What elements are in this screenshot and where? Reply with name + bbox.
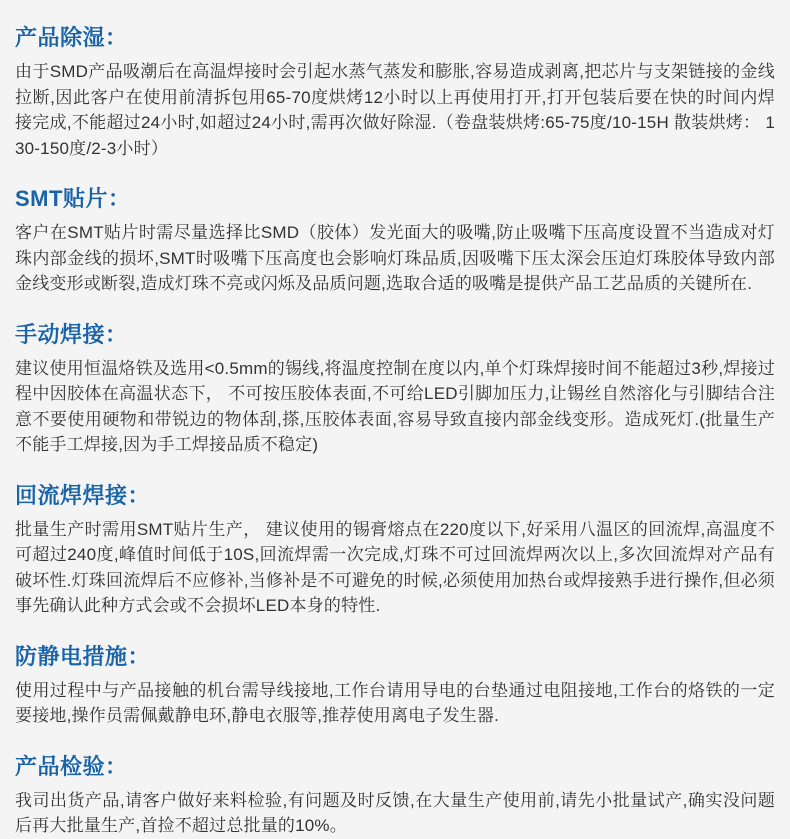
section-body-smt-placement: 客户在SMT贴片时需尽量选择比SMD（胶体）发光面大的吸嘴,防止吸嘴下压高度设置不当造成对灯珠内部金线的损坏,SMT时吸嘴下压高度也会影响灯珠品质,因吸嘴下压太深会压迫灯珠胶体导致内部金线变形或断裂,造成灯珠不亮或闪烁及品质问题,选取合适的吸嘴是提供产品工艺品质的关键所在. bbox=[15, 223, 775, 293]
section-body-anti-static-measures: 使用过程中与产品接触的机台需导线接地,工作台请用导电的台垫通过电阻接地,工作台的烙铁的一定要接地,操作员需佩戴静电环,静电衣服等,推荐使用离电子发生器. bbox=[15, 680, 775, 725]
section-product-dehumidification bbox=[15, 24, 775, 161]
section-heading-manual-soldering: 手动焊接： bbox=[15, 321, 128, 347]
section-smt-placement bbox=[15, 185, 775, 297]
section-manual-soldering bbox=[15, 321, 775, 458]
section-body-product-inspection: 我司出货产品,请客户做好来料检验,有问题及时反馈,在大量生产使用前,请先小批量试产,确实没问题后再大批量生产,首捡不超过总批量的10%。 bbox=[15, 790, 775, 835]
section-body-reflow-soldering: 批量生产时需用SMT贴片生产， 建议使用的锡膏熔点在220度以下,好采用八温区的回流焊,高温度不可超过240度,峰值时间低于10S,回流焊需一次完成,灯珠不可过回流焊两次以上,多次回流焊对产品有破坏性.灯珠回流焊后不应修补,当修补是不可避免的时候,必须使用加热台或焊接熟手进行操作,但必须事先确认此种方式会或不会损坏LED本身的特性. bbox=[15, 519, 775, 615]
section-body-product-dehumidification: 由于SMD产品吸潮后在高温焊接时会引起水蒸气蒸发和膨胀,容易造成剥离,把芯片与支架链接的金线拉断,因此客户在使用前清拆包用65-70度烘烤12小时以上再使用打开,打开包装后要在快的时间内焊接完成,不能超过24小时,如超过24小时,需再次做好除湿.（卷盘装烘烤:65-75度/10-15H 散装烘烤： 130-150度/2-3小时） bbox=[15, 62, 775, 158]
section-heading-smt-placement: SMT贴片： bbox=[15, 186, 131, 211]
section-product-inspection bbox=[15, 753, 775, 839]
section-heading-anti-static-measures: 防静电措施： bbox=[15, 643, 151, 669]
section-heading-reflow-soldering: 回流焊焊接： bbox=[15, 482, 151, 508]
section-reflow-soldering bbox=[15, 482, 775, 619]
section-heading-product-inspection: 产品检验： bbox=[15, 753, 128, 779]
section-heading-product-dehumidification: 产品除湿： bbox=[15, 25, 128, 50]
section-body-manual-soldering: 建议使用恒温烙铁及选用<0.5mm的锡线,将温度控制在度以内,单个灯珠焊接时间不能超过3秒,焊接过程中因胶体在高温状态下， 不可按压胶体表面,不可给LED引脚加压力,让锡丝自然溶化与引脚结合注意不要使用硬物和带锐边的物体刮,搽,压胶体表面,容易导致直接内部金线变形。造成死灯.(批量生产不能手工焊接,因为手工焊接品质不稳定) bbox=[15, 358, 775, 454]
section-anti-static-measures bbox=[15, 643, 775, 729]
